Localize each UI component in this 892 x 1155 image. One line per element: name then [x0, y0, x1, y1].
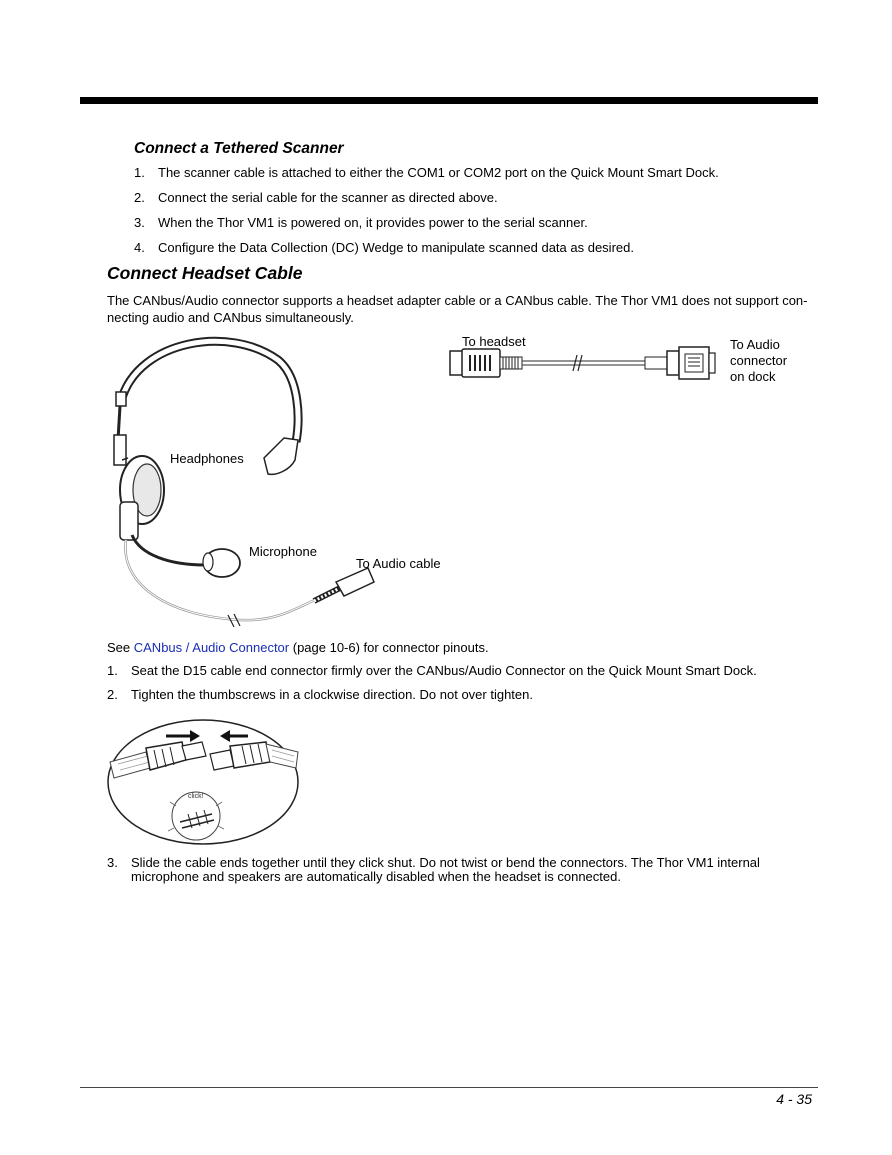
to-audio-connector-line-1: To Audio	[730, 337, 780, 352]
see-suffix: (page 10-6) for connector pinouts.	[289, 640, 489, 655]
step-number: 2.	[134, 190, 145, 205]
list-item	[107, 686, 827, 710]
scanner-steps-list	[134, 164, 834, 264]
list-item	[134, 214, 834, 239]
step-text: Seat the D15 cable end connector firmly over the CANbus/Audio Connector on the Quick Mount Smart Dock.	[131, 663, 757, 678]
canbus-audio-connector-link[interactable]: CANbus / Audio Connector	[133, 640, 290, 655]
step-3-line-2: microphone and speakers are automatically disabled when the headset is connected.	[131, 869, 621, 884]
headset-illustration	[100, 330, 460, 630]
intro-line-2: necting audio and CANbus simultaneously.	[107, 310, 354, 325]
intro-paragraph	[107, 292, 822, 326]
headphones-label: Headphones	[170, 451, 244, 466]
intro-line-1: The CANbus/Audio connector supports a headset adapter cable or a CANbus cable. The Thor VM1 does not support con-	[107, 293, 808, 308]
header-rule	[80, 97, 818, 104]
list-item	[134, 164, 834, 189]
section-heading-tethered-scanner: Connect a Tethered Scanner	[134, 140, 344, 157]
adapter-cable-illustration	[445, 345, 725, 385]
step-number: 1.	[107, 663, 118, 678]
to-audio-cable-label: To Audio cable	[356, 556, 441, 571]
step-number: 1.	[134, 165, 145, 180]
step-text: Configure the Data Collection (DC) Wedge to manipulate scanned data as desired.	[158, 240, 634, 255]
footer-rule	[80, 1087, 818, 1088]
step-text: Connect the serial cable for the scanner as directed above.	[158, 190, 498, 205]
connector-steps-list	[107, 662, 827, 710]
step-3	[107, 856, 827, 884]
step-text: When the Thor VM1 is powered on, it provides power to the serial scanner.	[158, 215, 588, 230]
page-number: 4 - 35	[776, 1091, 812, 1107]
connector-click-illustration	[106, 718, 302, 848]
microphone-label: Microphone	[249, 544, 317, 559]
step-number: 3.	[134, 215, 145, 230]
list-item	[107, 662, 827, 686]
to-audio-connector-label	[730, 337, 787, 385]
step-3-line-1: Slide the cable ends together until they click shut. Do not twist or bend the connectors. The Thor VM1 internal	[131, 855, 760, 870]
click-label: click!	[188, 793, 204, 800]
see-reference	[107, 639, 489, 656]
step-text: The scanner cable is attached to either the COM1 or COM2 port on the Quick Mount Smart Dock.	[158, 165, 719, 180]
list-item	[134, 189, 834, 214]
list-item	[134, 239, 834, 264]
see-prefix: See	[107, 640, 134, 655]
step-number: 2.	[107, 687, 118, 702]
step-number: 4.	[134, 240, 145, 255]
step-number: 3.	[107, 855, 118, 870]
step-text: Tighten the thumbscrews in a clockwise direction. Do not over tighten.	[131, 687, 533, 702]
to-audio-connector-line-2: connector	[730, 353, 788, 368]
section-heading-headset-cable: Connect Headset Cable	[107, 263, 303, 283]
to-headset-label: To headset	[462, 334, 526, 349]
to-audio-connector-line-3: on dock	[730, 369, 776, 384]
